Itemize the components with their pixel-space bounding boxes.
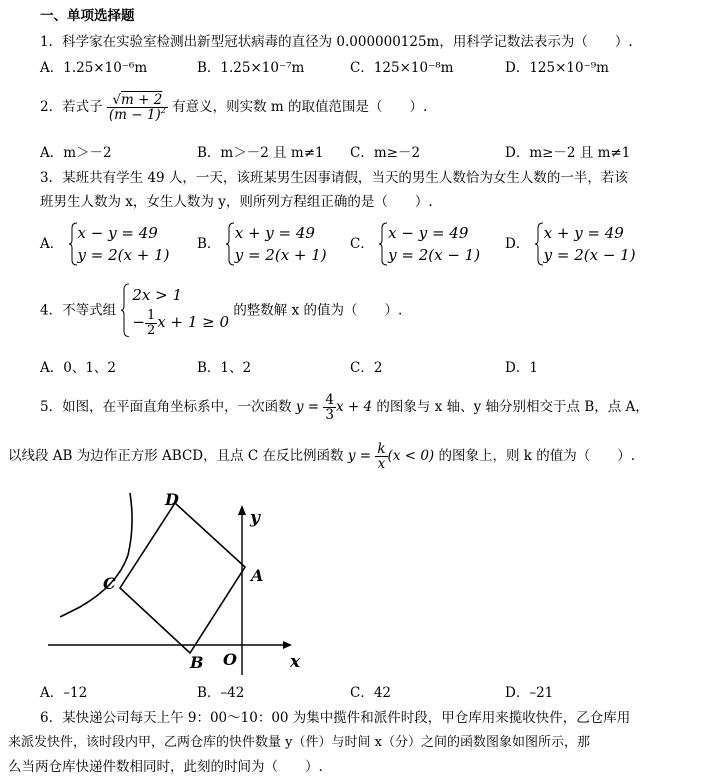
q2-stem-prefix: 2．若式子 xyxy=(40,99,103,115)
q2-option-c: C．m≥－2 xyxy=(350,145,421,161)
q4-system xyxy=(120,283,229,338)
label-O: O xyxy=(223,650,237,669)
brace-icon xyxy=(68,222,78,266)
brace-icon xyxy=(120,283,130,338)
x-axis-arrow-icon xyxy=(283,641,292,649)
q3-line-2: 班男生人数为 x，女生人数为 y，则所列方程组正确的是（ ）. xyxy=(40,194,433,210)
q6-line-3: 么当两仓库快递件数相同时，此刻的时间为（ ）. xyxy=(8,759,323,775)
q4-ineq2-tail: x + 1 ≥ 0 xyxy=(157,313,230,331)
q3-option-b-system xyxy=(225,222,327,266)
q3-option-d-label: D． xyxy=(505,236,530,252)
q3-option-c-system xyxy=(378,222,480,266)
q1-option-c: C．125×10⁻⁸m xyxy=(350,60,454,76)
q4-ineq2: − $\frac{1}{2}$ x + 1 ≥ 0 xyxy=(132,307,230,338)
section-title: 一、单项选择题 xyxy=(40,8,135,24)
q5-line-1-suffix: 的图象与 x 轴、y 轴分别相交于点 B，点 A， xyxy=(376,399,649,415)
label-B: B xyxy=(190,653,204,672)
q3-option-a-system xyxy=(68,222,170,266)
q3-option-b-label: B． xyxy=(197,236,221,252)
q4-option-a: A．0、1、2 xyxy=(40,360,117,376)
y-axis-arrow-icon xyxy=(238,505,246,515)
q2-stem-suffix: 有意义，则实数 m 的取值范围是（ ）. xyxy=(172,99,428,115)
label-C: C xyxy=(103,574,116,593)
q4-stem xyxy=(40,283,402,338)
q3-option-a-eq2: y = 2(x + 1) xyxy=(77,246,170,264)
brace-icon xyxy=(225,222,235,266)
label-D: D xyxy=(165,490,179,509)
q3-line-1: 3．某班共有学生 49 人，一天，该班某男生因事请假，当天的男生人数恰为女生人数的一半，若该 xyxy=(40,170,628,186)
q3-option-c xyxy=(350,222,480,266)
q5-inverse-function: y = $\frac{k}{x}$ (x < 0) xyxy=(347,441,435,472)
q3-option-d-system xyxy=(534,222,636,266)
q2-numerator: √m + 2 xyxy=(107,93,168,108)
brace-icon xyxy=(378,222,388,266)
q2-fraction xyxy=(107,93,168,122)
brace-icon xyxy=(534,222,544,266)
q5-option-c: C．42 xyxy=(350,685,392,701)
q6-line-2: 来派发快件，该时段内甲，乙两仓库的快件数量 y（件）与时间 x（分）之间的函数图象如图所示，那 xyxy=(8,735,590,750)
q3-option-d xyxy=(505,222,636,266)
q2-option-b: B．m＞－2 且 m≠1 xyxy=(197,145,324,161)
q5-option-d: D．–21 xyxy=(505,685,554,701)
q6-line-1: 6．某快递公司每天上午 9：00～10：00 为集中揽件和派件时段，甲仓库用来揽收快件，乙仓库用 xyxy=(40,710,631,726)
q5-line-2-suffix: 的图象上，则 k 的值为（ ）. xyxy=(438,448,636,464)
q5-line-2-prefix: 以线段 AB 为边作正方形 ABCD，且点 C 在反比例函数 xyxy=(8,448,344,464)
q3-option-b-eq2: y = 2(x + 1) xyxy=(234,246,327,264)
q5-line-1-prefix: 5．如图，在平面直角坐标系中，一次函数 xyxy=(40,399,292,415)
q1-option-d: D．125×10⁻⁹m xyxy=(505,60,609,76)
q4-option-d: D．1 xyxy=(505,360,538,376)
q4-option-b: B．1、2 xyxy=(197,360,252,376)
q5-line-1 xyxy=(40,393,649,422)
q5-figure xyxy=(40,485,315,680)
q3-option-c-eq2: y = 2(x − 1) xyxy=(388,246,481,264)
q5-option-b: B．–42 xyxy=(197,685,245,701)
q3-option-a xyxy=(40,222,169,266)
q1-stem: 1．科学家在实验室检测出新型冠状病毒的直径为 0.000000125m，用科学记数法表示为（ ）. xyxy=(40,34,633,50)
q4-ineq1: 2x > 1 xyxy=(132,286,183,304)
q3-option-d-eq2: y = 2(x − 1) xyxy=(543,246,636,264)
q5-line-2 xyxy=(8,442,635,471)
hyperbola-curve xyxy=(60,493,132,617)
q4-stem-suffix: 的整数解 x 的值为（ ）. xyxy=(233,302,403,319)
q1-option-b: B．1.25×10⁻⁷m xyxy=(197,60,305,76)
q3-option-c-eq1: x − y = 49 xyxy=(388,224,469,242)
q3-option-b xyxy=(197,222,327,266)
q3-option-d-eq1: x + y = 49 xyxy=(543,224,624,242)
label-x: x xyxy=(290,652,301,672)
square-abcd xyxy=(120,503,245,653)
q5-option-a: A．–12 xyxy=(40,685,88,701)
label-A: A xyxy=(251,566,264,585)
q3-option-a-label: A． xyxy=(40,236,64,252)
q3-option-c-label: C． xyxy=(350,236,374,252)
q2-option-d: D．m≥－2 且 m≠1 xyxy=(505,145,631,161)
q2-option-a: A．m＞－2 xyxy=(40,145,112,161)
q3-option-b-eq1: x + y = 49 xyxy=(234,224,315,242)
q3-option-a-eq1: x − y = 49 xyxy=(77,224,158,242)
q5-linear-function: y = $\frac{4}{3}$ x + 4 xyxy=(295,392,373,423)
q2-denominator: $(m - 1)^2$ xyxy=(108,106,166,123)
q2-stem xyxy=(40,93,427,122)
label-y: y xyxy=(250,508,260,528)
q4-stem-prefix: 4．不等式组 xyxy=(40,302,117,319)
q1-option-a: A．1.25×10⁻⁶m xyxy=(40,60,148,76)
q4-option-c: C．2 xyxy=(350,360,383,376)
